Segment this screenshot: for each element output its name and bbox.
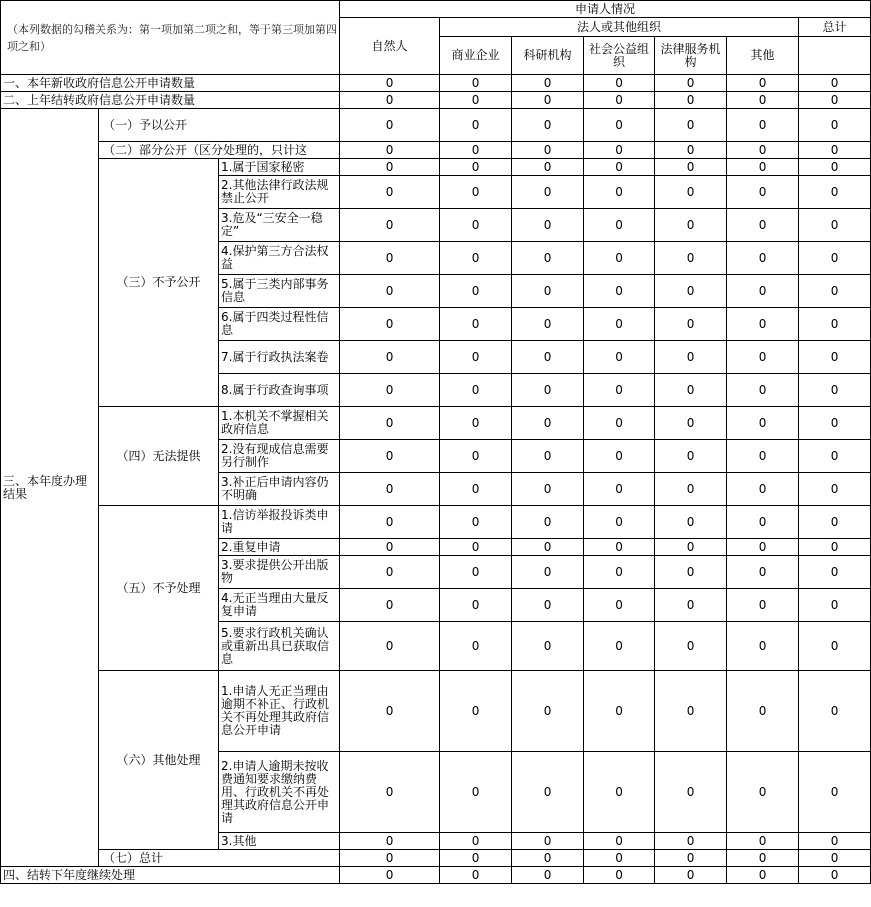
value-cell: 0 bbox=[727, 407, 799, 440]
value-cell: 0 bbox=[799, 159, 871, 176]
value-cell: 0 bbox=[440, 671, 512, 752]
value-cell: 0 bbox=[655, 473, 727, 506]
value-cell: 0 bbox=[799, 407, 871, 440]
item-label: 2.没有现成信息需要另行制作 bbox=[219, 440, 340, 473]
value-cell: 0 bbox=[440, 374, 512, 407]
item-label: 6.属于四类过程性信息 bbox=[219, 308, 340, 341]
value-cell: 0 bbox=[340, 109, 440, 142]
value-cell: 0 bbox=[512, 589, 584, 622]
value-cell: 0 bbox=[584, 142, 655, 159]
header-total-blank bbox=[799, 37, 871, 75]
value-cell: 0 bbox=[512, 556, 584, 589]
header-org-group: 法人或其他组织 bbox=[440, 18, 799, 37]
value-cell: 0 bbox=[440, 506, 512, 539]
value-cell: 0 bbox=[340, 374, 440, 407]
value-cell: 0 bbox=[584, 539, 655, 556]
item-label: 8.属于行政查询事项 bbox=[219, 374, 340, 407]
value-cell: 0 bbox=[340, 539, 440, 556]
value-cell: 0 bbox=[799, 539, 871, 556]
value-cell: 0 bbox=[727, 589, 799, 622]
value-cell: 0 bbox=[584, 341, 655, 374]
value-cell: 0 bbox=[799, 92, 871, 109]
value-cell: 0 bbox=[799, 109, 871, 142]
table-row bbox=[1, 506, 871, 539]
value-cell: 0 bbox=[440, 159, 512, 176]
table-row bbox=[1, 407, 871, 440]
value-cell: 0 bbox=[799, 275, 871, 308]
value-cell: 0 bbox=[727, 341, 799, 374]
value-cell: 0 bbox=[799, 589, 871, 622]
value-cell: 0 bbox=[584, 850, 655, 867]
item-label: 1.本机关不掌握相关政府信息 bbox=[219, 407, 340, 440]
value-cell: 0 bbox=[440, 440, 512, 473]
item-label: 7.属于行政执法案卷 bbox=[219, 341, 340, 374]
item-label: 3.其他 bbox=[219, 833, 340, 850]
value-cell: 0 bbox=[727, 671, 799, 752]
value-cell: 0 bbox=[512, 308, 584, 341]
value-cell: 0 bbox=[340, 308, 440, 341]
value-cell: 0 bbox=[440, 539, 512, 556]
table-row bbox=[1, 142, 871, 159]
value-cell: 0 bbox=[440, 833, 512, 850]
item-label: 3.危及“三安全一稳定” bbox=[219, 209, 340, 242]
value-cell: 0 bbox=[512, 473, 584, 506]
value-cell: 0 bbox=[799, 556, 871, 589]
value-cell: 0 bbox=[340, 242, 440, 275]
header-org-0: 商业企业 bbox=[440, 37, 512, 75]
value-cell: 0 bbox=[655, 622, 727, 671]
value-cell: 0 bbox=[440, 176, 512, 209]
value-cell: 0 bbox=[799, 867, 871, 884]
value-cell: 0 bbox=[799, 176, 871, 209]
value-cell: 0 bbox=[727, 867, 799, 884]
table-row bbox=[1, 671, 871, 752]
header-org-4: 其他 bbox=[727, 37, 799, 75]
value-cell: 0 bbox=[799, 440, 871, 473]
value-cell: 0 bbox=[340, 341, 440, 374]
row-new-requests-label: 一、本年新收政府信息公开申请数量 bbox=[1, 75, 340, 92]
value-cell: 0 bbox=[512, 242, 584, 275]
value-cell: 0 bbox=[727, 109, 799, 142]
value-cell: 0 bbox=[440, 407, 512, 440]
value-cell: 0 bbox=[655, 308, 727, 341]
group-not-disclosed-label: （三）不予公开 bbox=[99, 159, 219, 407]
value-cell: 0 bbox=[440, 752, 512, 833]
value-cell: 0 bbox=[799, 850, 871, 867]
value-cell: 0 bbox=[584, 671, 655, 752]
group-total-label: （七）总计 bbox=[99, 850, 340, 867]
header-org-3: 法律服务机构 bbox=[655, 37, 727, 75]
value-cell: 0 bbox=[727, 440, 799, 473]
value-cell: 0 bbox=[584, 867, 655, 884]
value-cell: 0 bbox=[340, 867, 440, 884]
value-cell: 0 bbox=[512, 752, 584, 833]
value-cell: 0 bbox=[799, 209, 871, 242]
value-cell: 0 bbox=[584, 506, 655, 539]
value-cell: 0 bbox=[727, 209, 799, 242]
value-cell: 0 bbox=[512, 374, 584, 407]
value-cell: 0 bbox=[727, 752, 799, 833]
value-cell: 0 bbox=[727, 242, 799, 275]
value-cell: 0 bbox=[727, 833, 799, 850]
item-label: 1.属于国家秘密 bbox=[219, 159, 340, 176]
item-label: 3.要求提供公开出版物 bbox=[219, 556, 340, 589]
value-cell: 0 bbox=[584, 176, 655, 209]
value-cell: 0 bbox=[799, 473, 871, 506]
value-cell: 0 bbox=[655, 159, 727, 176]
table-row bbox=[1, 850, 871, 867]
value-cell: 0 bbox=[340, 440, 440, 473]
value-cell: 0 bbox=[727, 92, 799, 109]
row-carry-forward-label: 四、结转下年度继续处理 bbox=[1, 867, 340, 884]
value-cell: 0 bbox=[340, 850, 440, 867]
value-cell: 0 bbox=[727, 374, 799, 407]
value-cell: 0 bbox=[655, 209, 727, 242]
value-cell: 0 bbox=[584, 440, 655, 473]
value-cell: 0 bbox=[584, 589, 655, 622]
item-label: 2.其他法律行政法规禁止公开 bbox=[219, 176, 340, 209]
value-cell: 0 bbox=[440, 473, 512, 506]
group-not-processed-label: （五）不予处理 bbox=[99, 506, 219, 671]
value-cell: 0 bbox=[727, 159, 799, 176]
value-cell: 0 bbox=[440, 242, 512, 275]
value-cell: 0 bbox=[727, 473, 799, 506]
value-cell: 0 bbox=[727, 556, 799, 589]
value-cell: 0 bbox=[340, 833, 440, 850]
value-cell: 0 bbox=[655, 341, 727, 374]
value-cell: 0 bbox=[655, 109, 727, 142]
value-cell: 0 bbox=[584, 159, 655, 176]
value-cell: 0 bbox=[440, 867, 512, 884]
value-cell: 0 bbox=[512, 176, 584, 209]
value-cell: 0 bbox=[727, 308, 799, 341]
value-cell: 0 bbox=[655, 539, 727, 556]
value-cell: 0 bbox=[799, 374, 871, 407]
value-cell: 0 bbox=[799, 752, 871, 833]
value-cell: 0 bbox=[340, 473, 440, 506]
value-cell: 0 bbox=[655, 752, 727, 833]
value-cell: 0 bbox=[799, 506, 871, 539]
value-cell: 0 bbox=[340, 622, 440, 671]
value-cell: 0 bbox=[799, 622, 871, 671]
value-cell: 0 bbox=[799, 341, 871, 374]
value-cell: 0 bbox=[440, 850, 512, 867]
value-cell: 0 bbox=[340, 752, 440, 833]
value-cell: 0 bbox=[727, 275, 799, 308]
value-cell: 0 bbox=[584, 308, 655, 341]
value-cell: 0 bbox=[440, 275, 512, 308]
table-row bbox=[1, 159, 871, 176]
value-cell: 0 bbox=[340, 142, 440, 159]
value-cell: 0 bbox=[727, 75, 799, 92]
value-cell: 0 bbox=[584, 109, 655, 142]
item-label: 5.要求行政机关确认或重新出具已获取信息 bbox=[219, 622, 340, 671]
value-cell: 0 bbox=[340, 75, 440, 92]
value-cell: 0 bbox=[655, 589, 727, 622]
value-cell: 0 bbox=[727, 539, 799, 556]
value-cell: 0 bbox=[727, 850, 799, 867]
value-cell: 0 bbox=[512, 539, 584, 556]
row-carried-over-label: 二、上年结转政府信息公开申请数量 bbox=[1, 92, 340, 109]
value-cell: 0 bbox=[655, 374, 727, 407]
value-cell: 0 bbox=[512, 833, 584, 850]
item-label: 3.补正后申请内容仍不明确 bbox=[219, 473, 340, 506]
value-cell: 0 bbox=[655, 440, 727, 473]
header-org-2: 社会公益组织 bbox=[584, 37, 655, 75]
table-row bbox=[1, 92, 871, 109]
value-cell: 0 bbox=[440, 75, 512, 92]
value-cell: 0 bbox=[512, 850, 584, 867]
table-row bbox=[1, 75, 871, 92]
value-cell: 0 bbox=[584, 92, 655, 109]
value-cell: 0 bbox=[727, 622, 799, 671]
value-cell: 0 bbox=[440, 589, 512, 622]
table-row bbox=[1, 109, 871, 142]
value-cell: 0 bbox=[727, 176, 799, 209]
value-cell: 0 bbox=[584, 833, 655, 850]
group-other-label: （六）其他处理 bbox=[99, 671, 219, 850]
value-cell: 0 bbox=[655, 850, 727, 867]
value-cell: 0 bbox=[655, 867, 727, 884]
value-cell: 0 bbox=[799, 142, 871, 159]
value-cell: 0 bbox=[584, 275, 655, 308]
value-cell: 0 bbox=[655, 275, 727, 308]
value-cell: 0 bbox=[340, 671, 440, 752]
value-cell: 0 bbox=[512, 109, 584, 142]
item-label: 4.保护第三方合法权益 bbox=[219, 242, 340, 275]
value-cell: 0 bbox=[799, 242, 871, 275]
value-cell: 0 bbox=[584, 374, 655, 407]
value-cell: 0 bbox=[512, 341, 584, 374]
value-cell: 0 bbox=[584, 209, 655, 242]
group-partial-label: （二）部分公开（区分处理的，只计这 bbox=[99, 142, 340, 159]
value-cell: 0 bbox=[512, 440, 584, 473]
header-natural-person: 自然人 bbox=[340, 18, 440, 75]
value-cell: 0 bbox=[799, 833, 871, 850]
value-cell: 0 bbox=[440, 92, 512, 109]
value-cell: 0 bbox=[340, 556, 440, 589]
value-cell: 0 bbox=[584, 622, 655, 671]
value-cell: 0 bbox=[512, 506, 584, 539]
value-cell: 0 bbox=[512, 671, 584, 752]
value-cell: 0 bbox=[340, 209, 440, 242]
value-cell: 0 bbox=[512, 407, 584, 440]
value-cell: 0 bbox=[512, 159, 584, 176]
value-cell: 0 bbox=[584, 473, 655, 506]
value-cell: 0 bbox=[440, 142, 512, 159]
value-cell: 0 bbox=[340, 159, 440, 176]
value-cell: 0 bbox=[727, 506, 799, 539]
value-cell: 0 bbox=[584, 556, 655, 589]
value-cell: 0 bbox=[512, 209, 584, 242]
value-cell: 0 bbox=[799, 308, 871, 341]
value-cell: 0 bbox=[655, 506, 727, 539]
table-note: （本列数据的勾稽关系为：第一项加第二项之和，等于第三项加第四项之和） bbox=[1, 1, 340, 75]
value-cell: 0 bbox=[440, 622, 512, 671]
value-cell: 0 bbox=[512, 622, 584, 671]
value-cell: 0 bbox=[512, 75, 584, 92]
value-cell: 0 bbox=[340, 275, 440, 308]
item-label: 1.信访举报投诉类申请 bbox=[219, 506, 340, 539]
value-cell: 0 bbox=[340, 407, 440, 440]
table-row bbox=[1, 867, 871, 884]
value-cell: 0 bbox=[340, 506, 440, 539]
section-results-label: 三、本年度办理结果 bbox=[1, 109, 99, 867]
item-label: 2.申请人逾期未按收费通知要求缴纳费用、行政机关不再处理其政府信息公开申请 bbox=[219, 752, 340, 833]
value-cell: 0 bbox=[655, 92, 727, 109]
value-cell: 0 bbox=[440, 209, 512, 242]
header-applicant: 申请人情况 bbox=[340, 1, 871, 18]
value-cell: 0 bbox=[512, 275, 584, 308]
value-cell: 0 bbox=[440, 109, 512, 142]
value-cell: 0 bbox=[512, 142, 584, 159]
value-cell: 0 bbox=[727, 142, 799, 159]
value-cell: 0 bbox=[655, 407, 727, 440]
header-total: 总计 bbox=[799, 18, 871, 37]
value-cell: 0 bbox=[340, 176, 440, 209]
value-cell: 0 bbox=[440, 341, 512, 374]
group-unable-label: （四）无法提供 bbox=[99, 407, 219, 506]
value-cell: 0 bbox=[440, 556, 512, 589]
value-cell: 0 bbox=[440, 308, 512, 341]
item-label: 2.重复申请 bbox=[219, 539, 340, 556]
item-label: 4.无正当理由大量反复申请 bbox=[219, 589, 340, 622]
value-cell: 0 bbox=[584, 407, 655, 440]
value-cell: 0 bbox=[584, 75, 655, 92]
value-cell: 0 bbox=[340, 92, 440, 109]
value-cell: 0 bbox=[655, 142, 727, 159]
item-label: 1.申请人无正当理由逾期不补正、行政机关不再处理其政府信息公开申请 bbox=[219, 671, 340, 752]
value-cell: 0 bbox=[584, 242, 655, 275]
value-cell: 0 bbox=[655, 242, 727, 275]
group-disclosed-label: （一）予以公开 bbox=[99, 109, 340, 142]
value-cell: 0 bbox=[584, 752, 655, 833]
value-cell: 0 bbox=[655, 671, 727, 752]
value-cell: 0 bbox=[655, 176, 727, 209]
value-cell: 0 bbox=[512, 867, 584, 884]
header-org-1: 科研机构 bbox=[512, 37, 584, 75]
value-cell: 0 bbox=[655, 75, 727, 92]
value-cell: 0 bbox=[655, 833, 727, 850]
value-cell: 0 bbox=[799, 671, 871, 752]
value-cell: 0 bbox=[512, 92, 584, 109]
value-cell: 0 bbox=[340, 589, 440, 622]
item-label: 5.属于三类内部事务信息 bbox=[219, 275, 340, 308]
value-cell: 0 bbox=[655, 556, 727, 589]
value-cell: 0 bbox=[799, 75, 871, 92]
